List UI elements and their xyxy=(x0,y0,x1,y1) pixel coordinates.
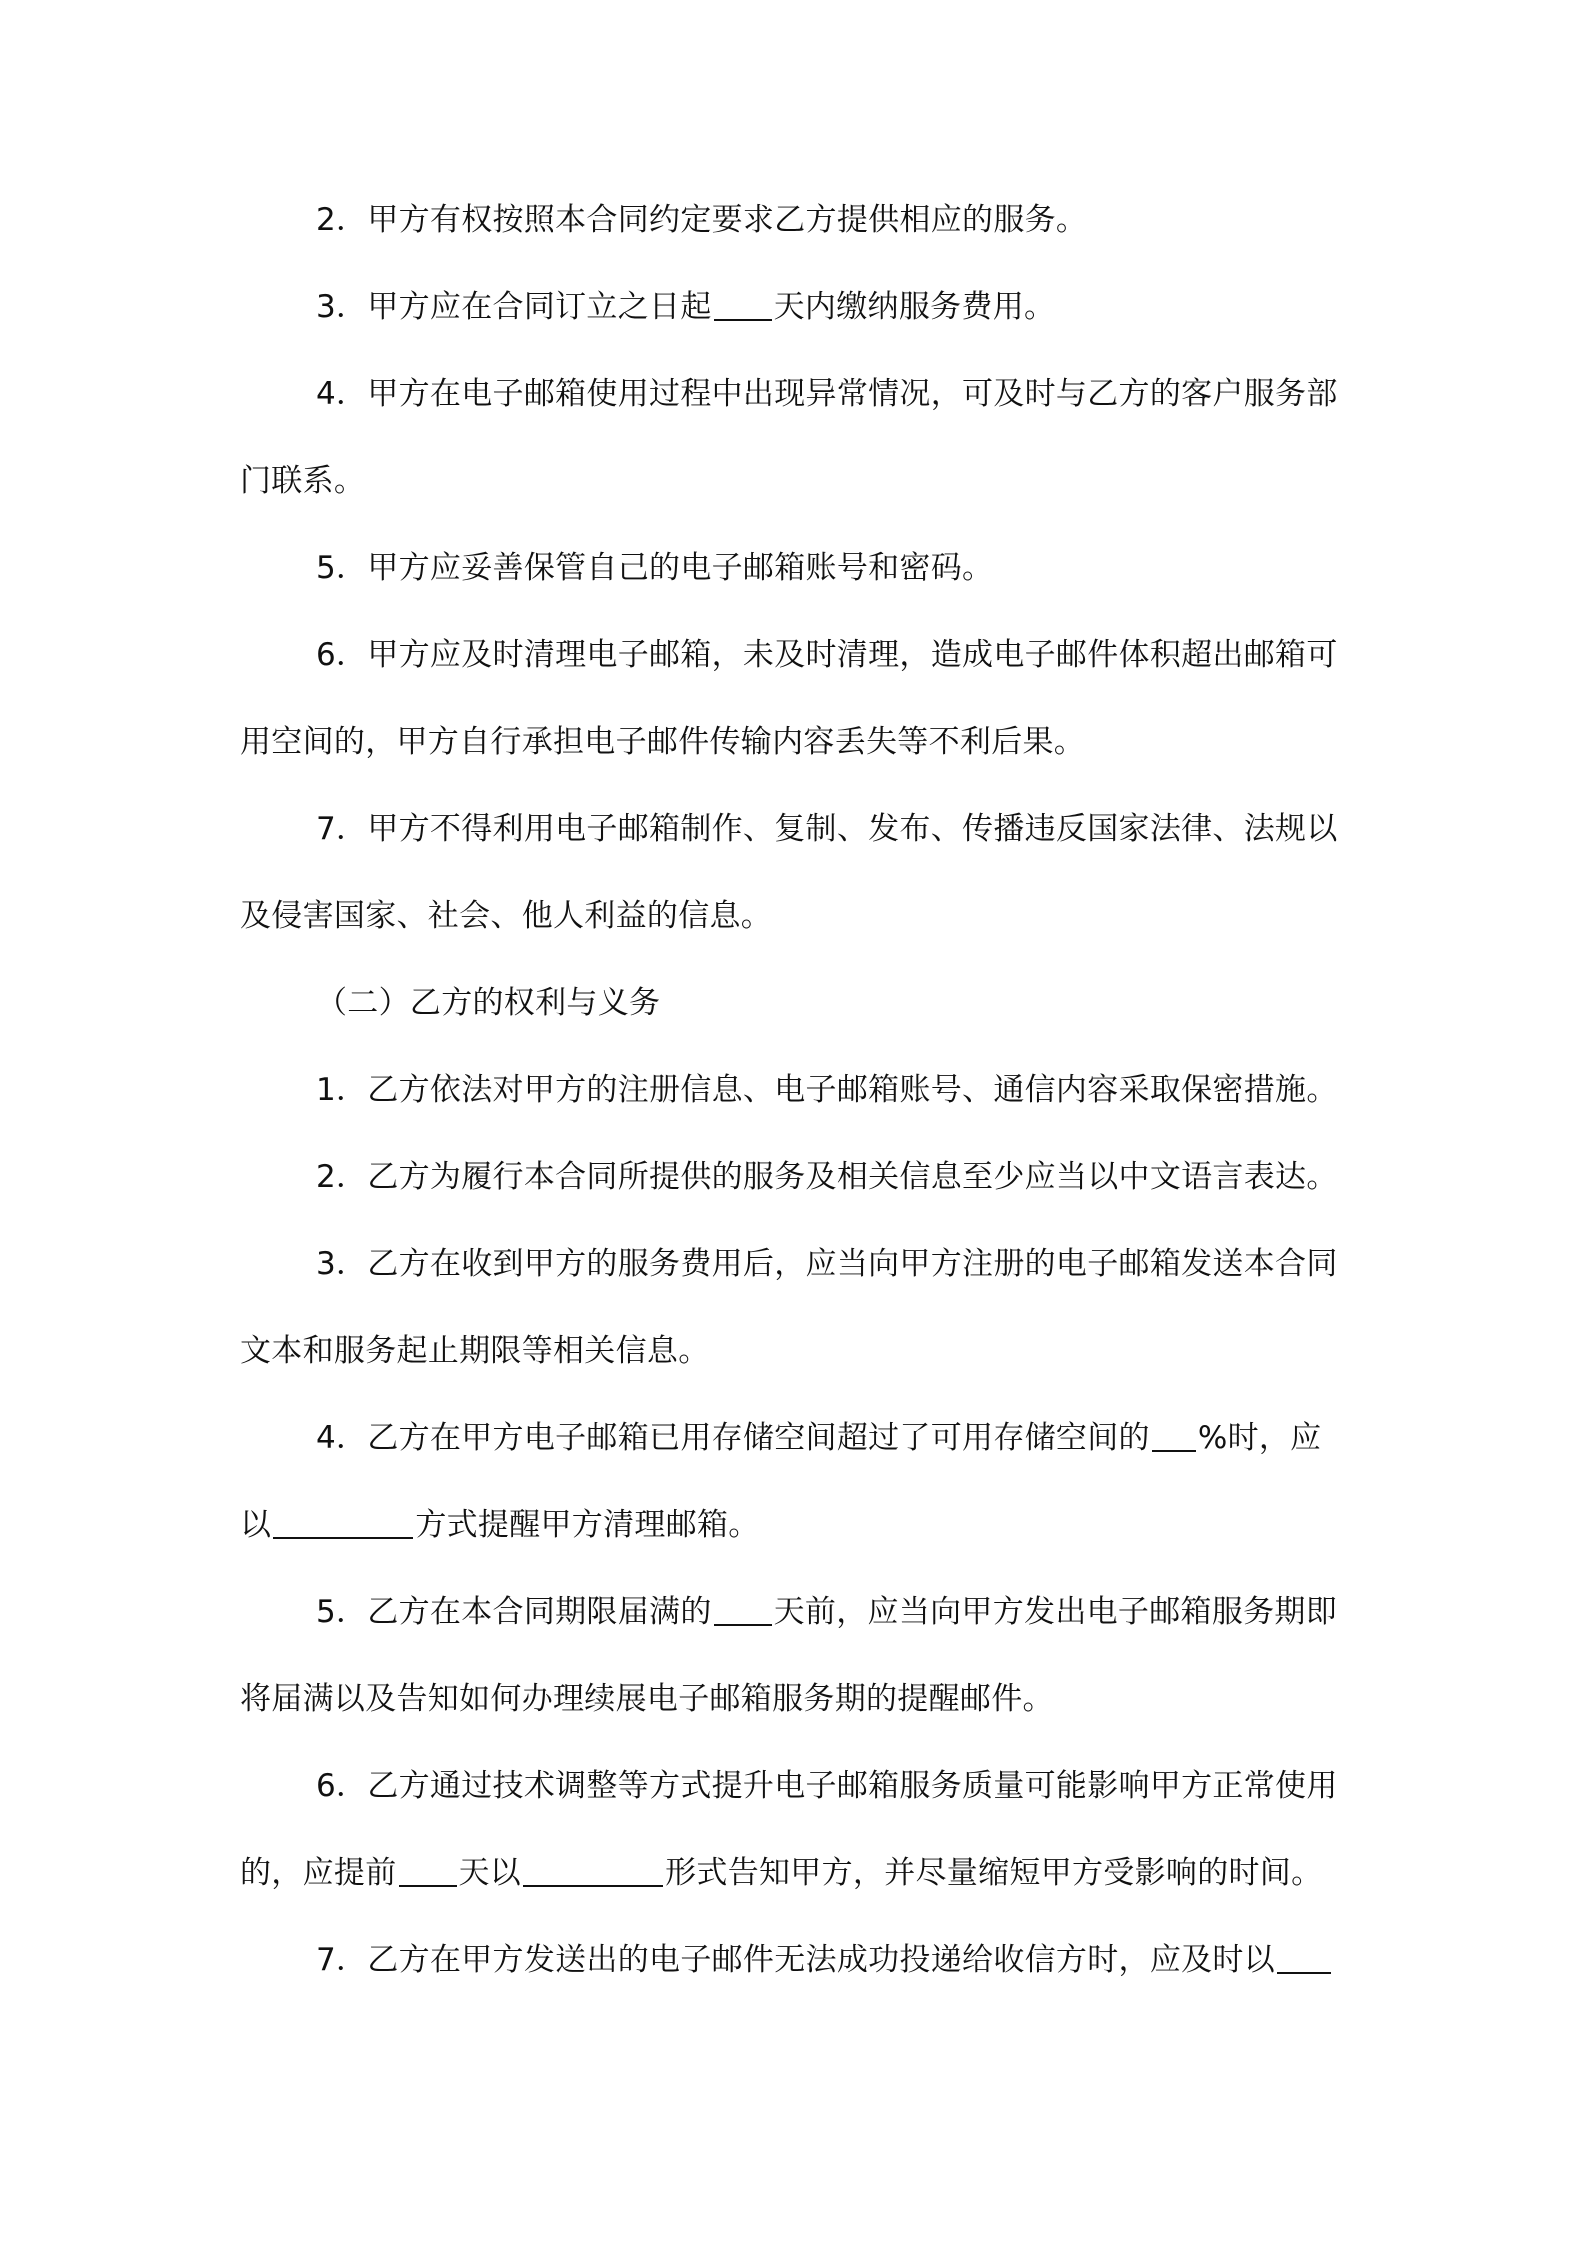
fill-blank xyxy=(1152,1420,1196,1452)
clause-b7-line1: 7．乙方在甲方发送出的电子邮件无法成功投递给收信方时，应及时以 xyxy=(316,1938,1436,1982)
clause-a7-line1: 7．甲方不得利用电子邮箱制作、复制、发布、传播违反国家法律、法规以 xyxy=(316,811,1338,847)
clause-a7-line2: 及侵害国家、社会、他人利益的信息。 xyxy=(240,898,773,934)
section-heading: （二）乙方的权利与义务 xyxy=(316,985,661,1021)
fill-blank xyxy=(714,1594,772,1626)
fill-blank xyxy=(714,289,772,321)
clause-b2: 2．乙方为履行本合同所提供的服务及相关信息至少应当以中文语言表达。 xyxy=(316,1159,1338,1195)
clause-a4-line1: 4．甲方在电子邮箱使用过程中出现异常情况，可及时与乙方的客户服务部 xyxy=(316,376,1338,412)
clause-a2: 2．甲方有权按照本合同约定要求乙方提供相应的服务。 xyxy=(316,202,1088,238)
clause-b4-line2: 以 方式提醒甲方清理邮箱。 xyxy=(240,1507,760,1543)
clause-b5-line1: 5．乙方在本合同期限届满的 天前，应当向甲方发出电子邮箱服务期即 xyxy=(316,1594,1338,1630)
clause-b5-line2: 将届满以及告知如何办理续展电子邮箱服务期的提醒邮件。 xyxy=(240,1681,1054,1717)
fill-blank xyxy=(1277,1942,1331,1974)
clause-a6-line2: 用空间的，甲方自行承担电子邮件传输内容丢失等不利后果。 xyxy=(240,724,1086,760)
fill-blank xyxy=(273,1507,413,1539)
clause-b1: 1．乙方依法对甲方的注册信息、电子邮箱账号、通信内容采取保密措施。 xyxy=(316,1072,1338,1108)
clause-a4-line2: 门联系。 xyxy=(240,463,366,499)
clause-a5: 5．甲方应妥善保管自己的电子邮箱账号和密码。 xyxy=(316,550,994,586)
clause-b3-line2: 文本和服务起止期限等相关信息。 xyxy=(240,1333,710,1369)
clause-a3: 3．甲方应在合同订立之日起 天内缴纳服务费用。 xyxy=(316,289,1056,325)
fill-blank xyxy=(399,1855,457,1887)
clause-b4-line1: 4．乙方在甲方电子邮箱已用存储空间超过了可用存储空间的 %时，应 xyxy=(316,1420,1322,1456)
clause-a6-line1: 6．甲方应及时清理电子邮箱，未及时清理，造成电子邮件体积超出邮箱可 xyxy=(316,637,1338,673)
clause-b3-line1: 3．乙方在收到甲方的服务费用后，应当向甲方注册的电子邮箱发送本合同 xyxy=(316,1246,1338,1282)
fill-blank xyxy=(523,1855,663,1887)
clause-b6-line1: 6．乙方通过技术调整等方式提升电子邮箱服务质量可能影响甲方正常使用 xyxy=(316,1768,1338,1804)
clause-b6-line2: 的，应提前 天以 形式告知甲方，并尽量缩短甲方受影响的时间。 xyxy=(240,1855,1323,1891)
